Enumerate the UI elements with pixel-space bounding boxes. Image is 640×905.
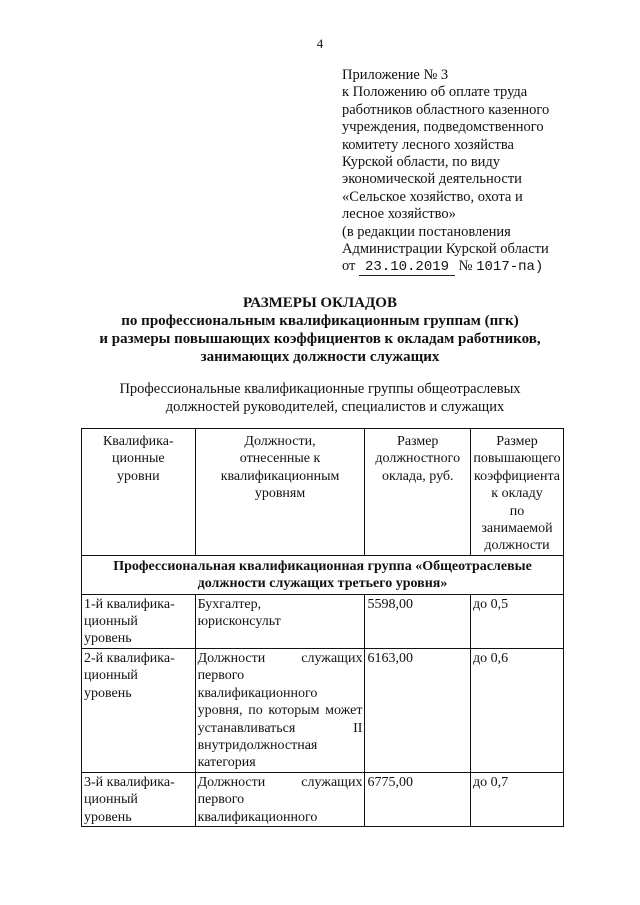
appendix-block: [342, 67, 592, 277]
subtitle-line: должностей руководителей, специалистов и служащих: [165, 399, 505, 415]
salary-cell: 6163,00: [365, 648, 471, 772]
title-line: по профессиональным квалификационным группам (пгк): [121, 313, 519, 329]
table-row: [82, 772, 564, 826]
level-cell: 3-й квалифика- ционный уровень: [82, 772, 196, 826]
appendix-line: Приложение № 3: [342, 67, 449, 83]
date-prefix: от: [342, 258, 356, 275]
table-header-row: [82, 429, 564, 556]
appendix-line: работников областного казенного: [342, 101, 550, 118]
positions-cell: Должности служащих первого квалификационного: [195, 772, 365, 826]
header-positions: Должности, отнесенные к квалификационным уровням: [195, 429, 365, 556]
title-line: РАЗМЕРЫ ОКЛАДОВ: [243, 295, 397, 311]
appendix-line: Курской области, по виду: [342, 154, 501, 171]
appendix-line: (в редакции постановления: [342, 223, 511, 240]
positions-cell: Должности служащих первого квалификационного уровня, по которым может устанавливаться II внутридолжностная категория: [195, 648, 365, 772]
table-row: [82, 648, 564, 772]
appendix-line: «Сельское хозяйство, охота и: [342, 188, 523, 205]
header-salary: Размер должностного оклада, руб.: [365, 429, 471, 556]
title-line: занимающих должности служащих: [200, 349, 440, 365]
document-title: [0, 294, 640, 366]
appendix-line: экономической деятельности: [342, 171, 522, 188]
section-subtitle: [0, 380, 640, 416]
group-title: Профессиональная квалификационная группа «Общеотраслевые должности служащих третьего уровня»: [82, 555, 564, 594]
level-cell: 2-й квалифика- ционный уровень: [82, 648, 196, 772]
page-number: 4: [316, 36, 324, 51]
appendix-date-line: [342, 258, 592, 276]
header-coefficient: Размер повышающего коэффициента к окладу по занимаемой должности: [471, 429, 564, 556]
appendix-line: лесное хозяйство»: [342, 206, 456, 223]
number-prefix: №: [458, 258, 473, 275]
appendix-line: Администрации Курской области: [342, 241, 549, 258]
subtitle-line: Профессиональные квалификационные группы общеотраслевых: [119, 381, 521, 397]
resolution-number: 1017-па): [476, 259, 544, 276]
title-line: и размеры повышающих коэффициентов к окладам работников,: [99, 331, 541, 347]
salary-table: [81, 428, 564, 827]
resolution-date: 23.10.2019: [359, 260, 455, 276]
table-row: [82, 594, 564, 648]
coefficient-cell: до 0,6: [471, 648, 564, 772]
coefficient-cell: до 0,5: [471, 594, 564, 648]
appendix-line: комитету лесного хозяйства: [342, 136, 514, 153]
positions-cell: Бухгалтер, юрисконсульт: [195, 594, 365, 648]
header-levels: Квалифика- ционные уровни: [82, 429, 196, 556]
coefficient-cell: до 0,7: [471, 772, 564, 826]
salary-cell: 6775,00: [365, 772, 471, 826]
table-group-row: [82, 555, 564, 594]
appendix-line: учреждения, подведомственного: [342, 119, 544, 136]
level-cell: 1-й квалифика- ционный уровень: [82, 594, 196, 648]
salary-cell: 5598,00: [365, 594, 471, 648]
appendix-line: к Положению об оплате труда: [342, 84, 528, 101]
